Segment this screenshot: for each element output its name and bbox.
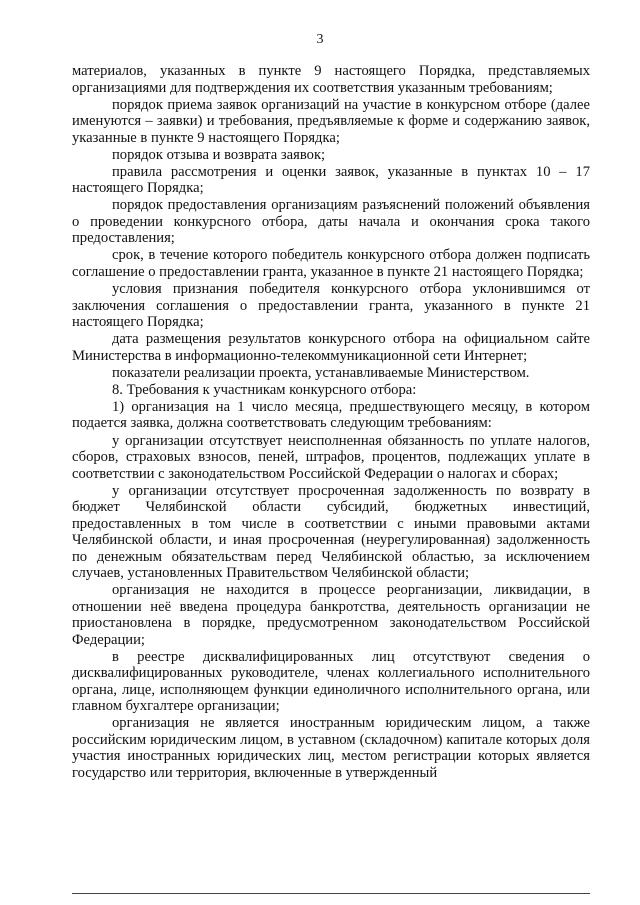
paragraph: 1) организация на 1 число месяца, предшествующего месяцу, в котором подается заявка, должна соответствовать следующим требованиям: — [72, 398, 590, 432]
page-number: 3 — [316, 32, 324, 47]
paragraph: дата размещения результатов конкурсного отбора на официальном сайте Министерства в информационно-телекоммуникационной сети Интернет; — [72, 331, 590, 364]
paragraph: у организации отсутствует просроченная задолженность по возврату в бюджет Челябинской области субсидий, бюджетных инвестиций, предоставленных в том числе в соответствии с иными правовыми актами Челябинской области, и иная просроченная (неурегулированная) задолженность по денежным обязательствам перед Челябинской областью, за исключением случаев, установленных Правительством Челябинской области; — [72, 482, 590, 582]
paragraph: в реестре дисквалифицированных лиц отсутствуют сведения о дисквалифицированных руководителе, членах коллегиального исполнительного органа, лице, исполняющем функции единоличного исполнительного органа, или главном бухгалтере организации; — [72, 648, 590, 715]
paragraph: условия признания победителя конкурсного отбора уклонившимся от заключения соглашения о предоставлении гранта, указанного в пункте 21 настоящего Порядка; — [72, 281, 590, 331]
paragraph: организация не является иностранным юридическим лицом, а также российским юридическим лицом, в уставном (складочном) капитале которых доля участия иностранных юридических лиц, местом регистрации которых является государство или территория, включенные в утвержденный — [72, 715, 590, 781]
paragraph: порядок отзыва и возврата заявок; — [112, 146, 326, 163]
document-body — [72, 63, 590, 782]
section-heading: 8. Требования к участникам конкурсного отбора: — [112, 381, 417, 398]
paragraph: срок, в течение которого победитель конкурсного отбора должен подписать соглашение о предоставлении гранта, указанное в пункте 21 настоящего Порядка; — [72, 247, 590, 280]
paragraph: порядок предоставления организациям разъяснений положений объявления о проведении конкурсного отбора, даты начала и окончания срока такого предоставления; — [72, 197, 590, 247]
paragraph: у организации отсутствует неисполненная обязанность по уплате налогов, сборов, страховых взносов, пеней, штрафов, процентов, подлежащих уплате в соответствии с законодательством Российской Федерации о налогах и сборах; — [72, 432, 590, 482]
paragraph: организация не находится в процессе реорганизации, ликвидации, в отношении неё введена процедура банкротства, деятельность организации не приостановлена в порядке, предусмотренном законодательством Российской Федерации; — [72, 582, 590, 648]
paragraph: правила рассмотрения и оценки заявок, указанные в пунктах 10 – 17 настоящего Порядка; — [72, 163, 590, 197]
paragraph: порядок приема заявок организаций на участие в конкурсном отборе (далее именуются – заявки) и требования, предъявляемые к форме и содержанию заявок, указанные в пункте 9 настоящего Порядка; — [72, 96, 590, 146]
paragraph: показатели реализации проекта, устанавливаемые Министерством. — [112, 364, 530, 381]
paragraph-continuation: материалов, указанных в пункте 9 настоящего Порядка, представляемых организациями для подтверждения их соответствия указанным требованиям; — [72, 63, 590, 96]
footer-divider — [72, 893, 590, 894]
